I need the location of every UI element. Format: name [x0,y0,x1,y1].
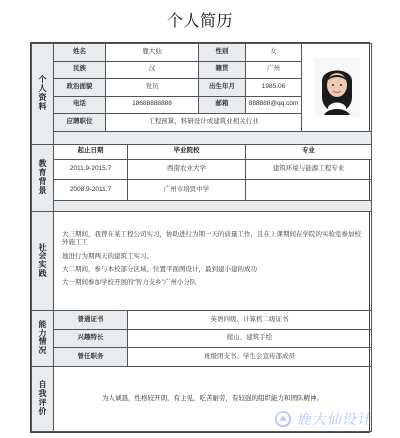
watermark-text: 鹿大仙设计 [296,412,375,428]
label-email: 邮箱 [199,96,246,114]
personal-spacer [54,131,372,144]
page-title: 个人简历 [166,11,233,30]
ability-label-1: 普通证书 [54,311,128,330]
avatar [314,57,360,117]
label-name: 姓名 [54,44,106,62]
label-birth: 出生年月 [199,79,246,97]
section-ability-label: 能力情况 [38,319,47,356]
education-dates-2: 2008.9-2011.7 [54,180,128,201]
label-hometown: 籍贯 [199,61,246,79]
section-social [32,212,54,311]
value-politics: 党员 [106,79,199,97]
education-header-dates: 起止日期 [54,145,128,159]
avatar-illustration [314,57,360,117]
education-major-2 [246,180,372,201]
section-education [32,145,54,212]
resume-table [30,42,370,433]
social-line-2: 地进行为期两天的建筑工实习。 [62,252,153,260]
section-personal-label: 个人资料 [38,75,47,111]
ability-value-2: 爬山、建筑手绘 [128,329,372,348]
value-ethnicity: 汉 [106,61,199,79]
section-self-eval-label: 自我评价 [38,380,47,416]
section-education-label: 教育背景 [38,159,47,195]
value-hometown: 广州 [246,61,302,79]
education-header-school: 毕业院校 [128,145,246,159]
value-name: 鹿大仙 [106,44,199,62]
label-phone: 电话 [54,96,106,114]
value-birth: 1985.06 [246,79,302,97]
ability-label-2: 兴趣特长 [54,329,128,348]
social-line-4: 大一期间参加学校开展的“智力支乡”广州小分队 [62,278,197,286]
value-phone: 18688888888 [106,96,199,114]
label-politics: 政治面貌 [54,79,106,97]
self-eval-text: 为人诚恳，性格较开朗，有主见，吃苦耐劳，有较强的组织能力和团队精神。 [54,366,372,431]
education-header-major: 专业 [246,145,372,159]
label-job: 应聘职位 [54,114,106,132]
education-spacer [54,200,372,211]
education-dates-1: 2011.9-2015.7 [54,159,128,180]
education-major-1: 建筑环境与能源工程专业 [246,159,372,180]
ability-label-3: 曾任职务 [54,348,128,367]
section-self-eval [32,366,54,431]
social-practice-content [54,212,372,311]
ability-value-3: 班级团支书、学生会宣传部成员 [128,348,372,367]
section-social-label: 社会实践 [38,242,47,278]
education-school-1: 西南农业大学 [128,159,246,180]
section-ability [32,311,54,367]
value-email: 888888@qq.com [246,96,302,114]
photo-cell [302,44,372,132]
section-personal [32,44,54,145]
value-job: 工程预算、科研设计或建筑业相关行业 [106,114,302,132]
label-ethnicity: 民族 [54,61,106,79]
ability-value-1: 英语四级、计算机二级证书 [128,311,372,330]
label-gender: 性别 [199,44,246,62]
value-gender: 女 [246,44,302,62]
social-line-3: 大二期间，参与本校部分区域、位置平面图设计，最到建小建的成功 [62,265,257,273]
education-school-2: 广州市培贤中学 [128,180,246,201]
social-line-1: 大三期间，我曾在某工程公司实习，协助进行为期一天的质量工作，且在上课期间在学院的实验室参加校外施工工 [62,231,361,247]
